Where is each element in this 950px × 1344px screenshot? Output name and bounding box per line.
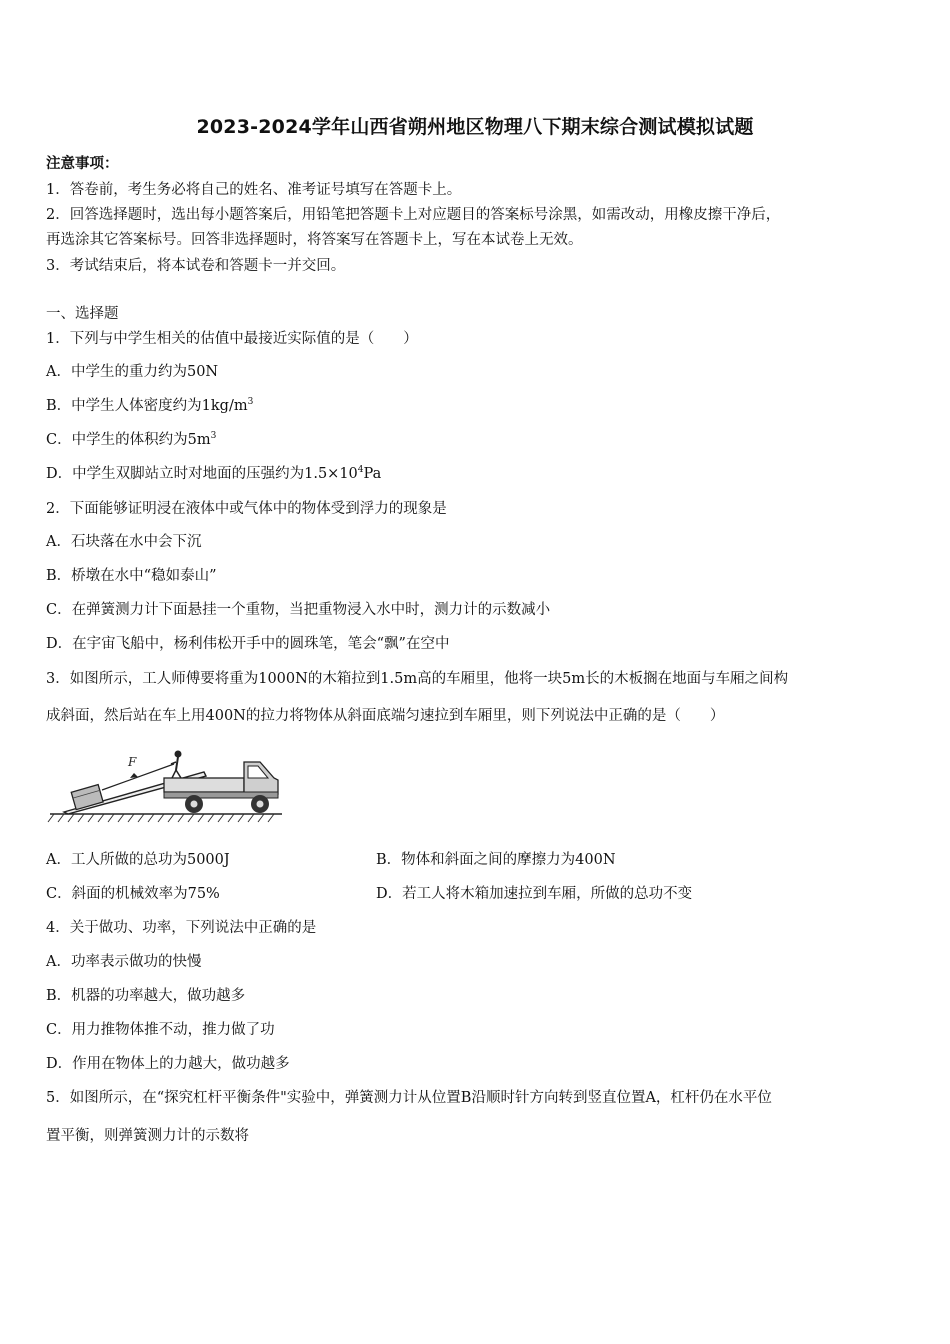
page-title: 2023-2024学年山西省朔州地区物理八下期末综合测试模拟试题 (196, 116, 754, 138)
notice-heading: 注意事项： (46, 155, 119, 172)
q1-option-c-sup: 3 (210, 431, 217, 441)
q4-option-b: B．机器的功率越大，做功越多 (46, 988, 246, 1004)
notice-item-1: 1．答卷前，考生务必将自己的姓名、准考证号填写在答题卡上。 (46, 182, 462, 198)
q1-option-d-unit: Pa (363, 466, 382, 482)
q1-option-d (46, 462, 381, 483)
q2-option-c: C．在弹簧测力计下面悬挂一个重物，当把重物浸入水中时，测力计的示数减小 (46, 602, 551, 618)
q1-option-b-sup: 3 (247, 397, 254, 407)
q1-option-c-text: C．中学生的体积约为5m (46, 432, 211, 448)
q4-option-d: D．作用在物体上的力越大，做功越多 (46, 1056, 290, 1072)
notice-item-2: 2．回答选择题时，选出每小题答案后，用铅笔把答题卡上对应题目的答案标号涂黑，如需改动，用橡皮擦干净后， (46, 207, 781, 223)
q4-option-a: A．功率表示做功的快慢 (46, 954, 202, 970)
q3-option-b: B．物体和斜面之间的摩擦力为400N (376, 852, 616, 868)
q2-stem: 2．下面能够证明浸在液体中或气体中的物体受到浮力的现象是 (46, 501, 447, 517)
q4-option-c: C．用力推物体推不动，推力做了功 (46, 1022, 275, 1038)
q5-stem-line1: 5．如图所示，在“探究杠杆平衡条件"实验中，弹簧测力计从位置B沿顺时针方向转到竖直位置A，杠杆仍在水平位 (46, 1090, 772, 1106)
notice-item-3: 3．考试结束后，将本试卷和答题卡一并交回。 (46, 258, 346, 274)
q1-option-a: A．中学生的重力约为50N (46, 364, 219, 380)
q3-stem-line2: 成斜面，然后站在车上用400N的拉力将物体从斜面底端匀速拉到车厢里，则下列说法中正确的是（ ） (46, 708, 725, 724)
q1-stem: 1．下列与中学生相关的估值中最接近实际值的是（ ） (46, 331, 418, 347)
q2-option-b: B．桥墩在水中“稳如泰山” (46, 568, 217, 584)
q1-option-b (46, 394, 253, 415)
q2-option-a: A．石块落在水中会下沉 (46, 534, 202, 550)
section-heading: 一、选择题 (46, 306, 119, 322)
q3-option-c: C．斜面的机械效率为75% (46, 886, 220, 902)
q3-stem-line1: 3．如图所示，工人师傅要将重为1000N的木箱拉到1.5m高的车厢里，他将一块5m长的木板搁在地面与车厢之间构 (46, 671, 789, 687)
q1-option-c (46, 428, 216, 449)
q2-option-d: D．在宇宙飞船中，杨利伟松开手中的圆珠笔，笔会“飘”在空中 (46, 636, 450, 652)
q1-option-d-text: D．中学生双脚站立时对地面的压强约为1.5×10 (46, 466, 358, 482)
force-label: F (128, 755, 137, 769)
notice-item-2-cont: 再选涂其它答案标号。回答非选择题时，将答案写在答题卡上，写在本试卷上无效。 (46, 232, 583, 248)
q5-stem-line2: 置平衡，则弹簧测力计的示数将 (46, 1128, 249, 1144)
ramp-truck-figure (46, 742, 286, 828)
q1-option-b-text: B．中学生人体密度约为1kg/m (46, 398, 248, 414)
q3-option-a: A．工人所做的总功为5000J (46, 852, 230, 868)
q3-option-d: D．若工人将木箱加速拉到车厢，所做的总功不变 (376, 886, 693, 902)
q1-option-d-sup: 4 (357, 465, 364, 475)
q4-stem: 4．关于做功、功率，下列说法中正确的是 (46, 920, 317, 936)
